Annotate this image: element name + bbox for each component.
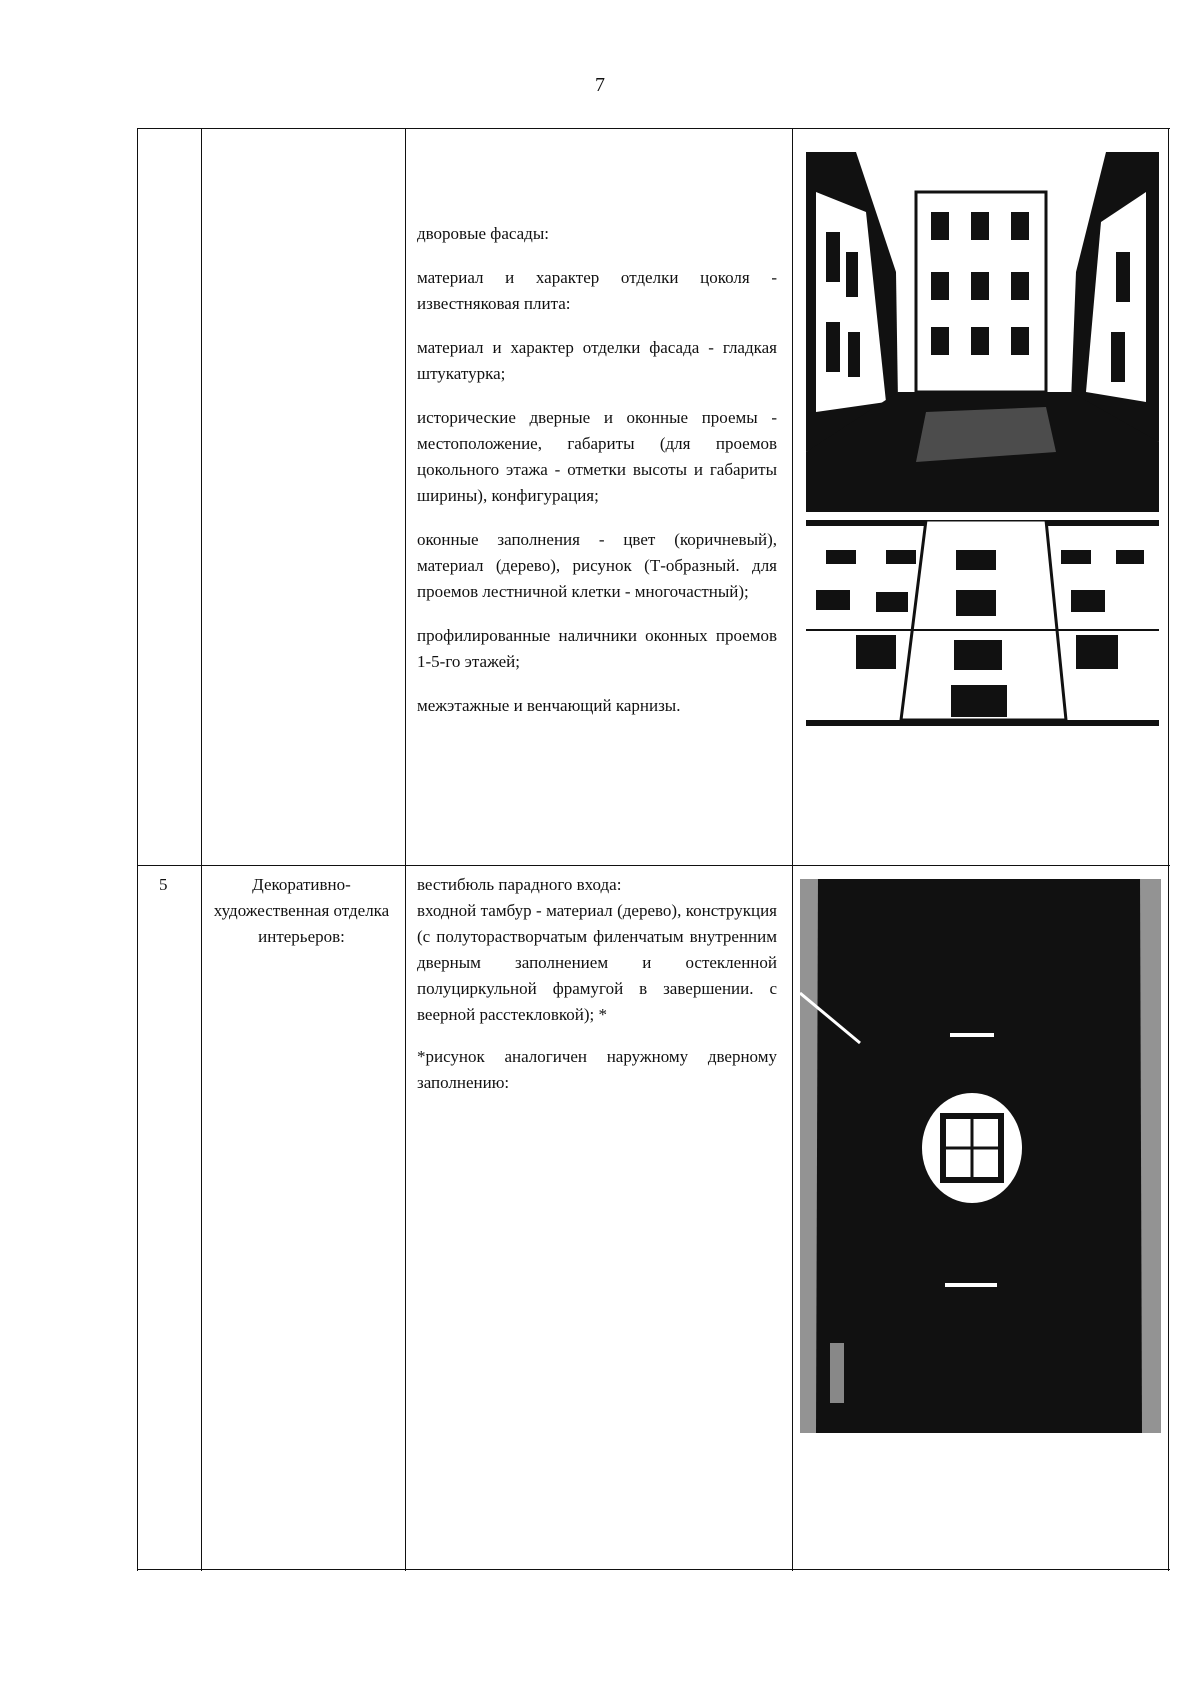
monument-table	[137, 128, 1170, 1571]
description-paragraph: материал и характер отделки цоколя - известняковая плита:	[417, 268, 777, 313]
facade-photo	[806, 520, 1159, 726]
description-paragraph: профилированные наличники оконных проемов 1-5-го этажей;	[417, 626, 777, 671]
description-paragraph: вестибюль парадного входа:	[417, 875, 622, 894]
table-border-bottom	[137, 1569, 1170, 1570]
description-paragraph: дворовые фасады:	[417, 224, 549, 243]
description-paragraph: межэтажные и венчающий карнизы.	[417, 696, 681, 715]
page-number: 7	[595, 74, 605, 96]
row-divider	[137, 865, 1170, 866]
courtyard-photo	[806, 152, 1159, 512]
interior-description	[417, 872, 777, 1096]
description-paragraph: материал и характер отделки фасада - гладкая штукатурка;	[417, 338, 777, 383]
column-divider-1	[201, 128, 202, 1571]
table-border-right	[1168, 128, 1169, 1571]
description-paragraph: исторические дверные и оконные проемы - местоположение, габариты (для проемов цокольного этажа - отметки высоты и габариты ширины), конфигурация;	[417, 408, 777, 505]
description-paragraph: *рисунок аналогичен наружному дверному заполнению:	[417, 1047, 777, 1092]
courtyard-facade-description	[417, 221, 777, 737]
table-border-left	[137, 128, 138, 1571]
description-paragraph: оконные заполнения - цвет (коричневый), материал (дерево), рисунок (Т-образный. для проемов лестничной клетки - многочастный);	[417, 530, 777, 601]
row-title: Декоративно-художественная отделка интерьеров:	[213, 875, 390, 946]
row-number: 5	[159, 875, 168, 894]
vestibule-photo	[800, 873, 1161, 1433]
description-paragraph: входной тамбур - материал (дерево), конструкция (с полуторастворчатым филенчатым внутренним дверным заполнением и остекленной полуциркульной фрамугой в завершении. с веерной расстекловкой); *	[417, 901, 777, 1024]
column-divider-3	[792, 128, 793, 1571]
column-divider-2	[405, 128, 406, 1571]
table-border-top	[137, 128, 1170, 129]
